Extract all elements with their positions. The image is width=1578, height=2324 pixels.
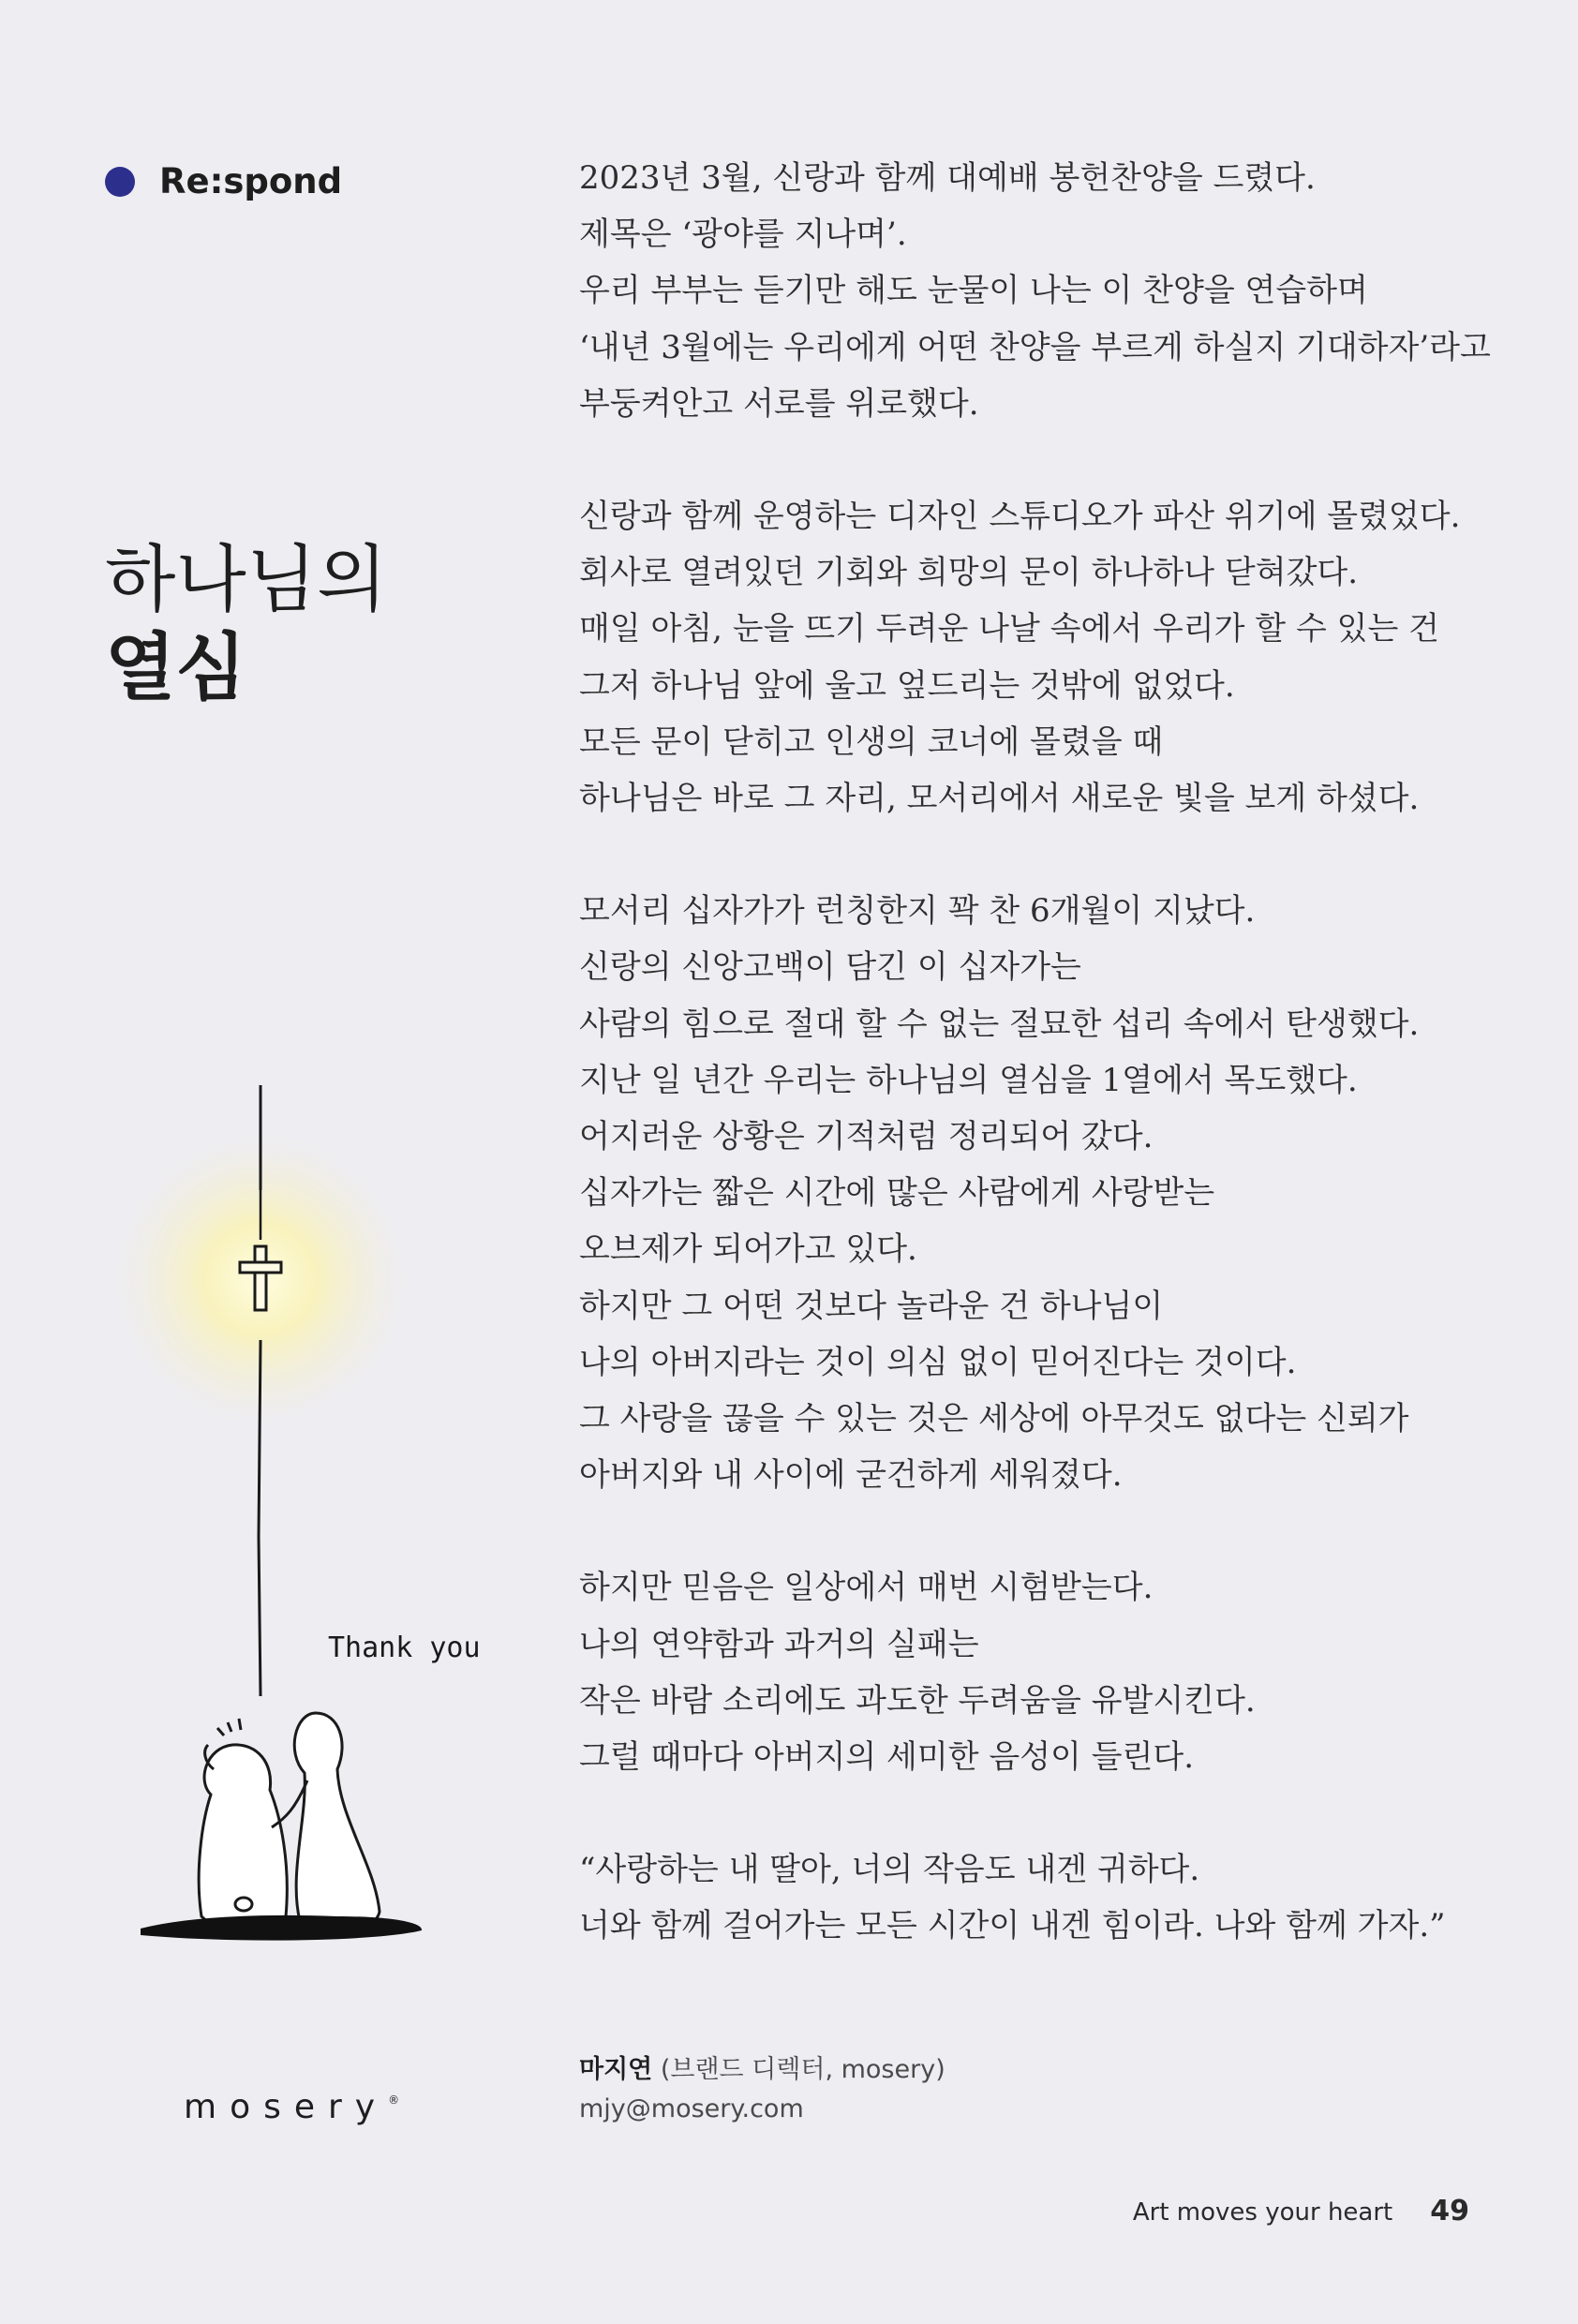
body-line: 작은 바람 소리에도 과도한 두려움을 유발시킨다. (579, 1681, 1256, 1720)
body-line: 어지러운 상황은 기적처럼 정리되어 갔다. (579, 1118, 1154, 1156)
author-credit (579, 2050, 945, 2129)
paragraph-1 (579, 150, 1526, 432)
page-footer (1133, 2195, 1469, 2227)
body-line: 사람의 힘으로 절대 할 수 없는 절묘한 섭리 속에서 탄생했다. (579, 1005, 1420, 1043)
body-line: ‘내년 3월에는 우리에게 어떤 찬양을 부르게 하실지 기대하자’라고 (579, 328, 1491, 366)
title-line-1: 하나님의 (105, 538, 388, 623)
section-dot-icon (105, 167, 135, 197)
body-line: 나의 연약함과 과거의 실패는 (579, 1625, 979, 1663)
body-line: 오브제가 되어가고 있다. (579, 1230, 917, 1269)
body-line: 하지만 믿음은 일상에서 매번 시험받는다. (579, 1569, 1154, 1607)
paragraph-4 (579, 1559, 1526, 1785)
body-line: 하지만 그 어떤 것보다 놀라운 건 하나님이 (579, 1287, 1164, 1325)
body-line: 회사로 열려있던 기회와 희망의 문이 하나하나 닫혀갔다. (579, 554, 1359, 592)
body-line: 제목은 ‘광야를 지나며’. (579, 216, 907, 254)
illustration (94, 1068, 506, 1968)
body-line: 매일 아침, 눈을 뜨기 두려운 나날 속에서 우리가 할 수 있는 건 (579, 610, 1439, 648)
body-line: 신랑과 함께 운영하는 디자인 스튜디오가 파산 위기에 몰렸었다. (579, 498, 1461, 536)
body-line: 모든 문이 닫히고 인생의 코너에 몰렸을 때 (579, 723, 1164, 761)
author-name: 마지연 (579, 2055, 653, 2084)
body-line: 그럴 때마다 아버지의 세미한 음성이 들린다. (579, 1738, 1195, 1777)
body-line: 지난 일 년간 우리는 하나님의 열심을 1열에서 목도했다. (579, 1061, 1358, 1099)
registered-mark: ® (388, 2093, 400, 2107)
title-line-2: 열심 (105, 626, 246, 711)
body-line: 아버지와 내 사이에 굳건하게 세워졌다. (579, 1456, 1123, 1495)
author-line (579, 2050, 945, 2090)
body-line: 그 사랑을 끊을 수 있는 것은 세상에 아무것도 없다는 신뢰가 (579, 1400, 1409, 1438)
body-line: 부둥켜안고 서로를 위로했다. (579, 384, 979, 423)
author-role: (브랜드 디렉터, mosery) (660, 2055, 945, 2084)
article-title (105, 536, 499, 712)
page-number: 49 (1430, 2195, 1469, 2227)
section-tag (105, 161, 342, 201)
body-line: 너와 함께 걸어가는 모든 시간이 내겐 힘이라. 나와 함께 가자.” (579, 1907, 1446, 1945)
brand-logo (184, 2088, 399, 2126)
author-email: mjy@mosery.com (579, 2094, 804, 2123)
body-line: 우리 부부는 듣기만 해도 눈물이 나는 이 찬양을 연습하며 (579, 272, 1368, 310)
body-line: “사랑하는 내 딸아, 너의 작음도 내겐 귀하다. (579, 1851, 1200, 1889)
article-body (579, 150, 1526, 2011)
ground-shadow (141, 1915, 422, 1941)
paragraph-5 (579, 1841, 1526, 1954)
body-line: 하나님은 바로 그 자리, 모서리에서 새로운 빛을 보게 하셨다. (579, 780, 1420, 818)
body-line: 나의 아버지라는 것이 의심 없이 믿어진다는 것이다. (579, 1343, 1297, 1381)
body-line: 모서리 십자가가 런칭한지 꽉 찬 6개월이 지났다. (579, 892, 1256, 931)
section-label: Re:spond (159, 161, 343, 201)
body-line: 2023년 3월, 신랑과 함께 대예배 봉헌찬양을 드렸다. (579, 159, 1316, 197)
body-line: 십자가는 짧은 시간에 많은 사람에게 사랑받는 (579, 1174, 1215, 1213)
caption-thank-you: Thank you (328, 1631, 481, 1664)
paragraph-3 (579, 883, 1526, 1503)
logo-text: mosery (184, 2088, 389, 2126)
paragraph-2 (579, 488, 1526, 827)
body-line: 신랑의 신앙고백이 담긴 이 십자가는 (579, 948, 1081, 987)
body-line: 그저 하나님 앞에 울고 엎드리는 것밖에 없었다. (579, 666, 1235, 705)
footer-slogan: Art moves your heart (1132, 2198, 1393, 2227)
